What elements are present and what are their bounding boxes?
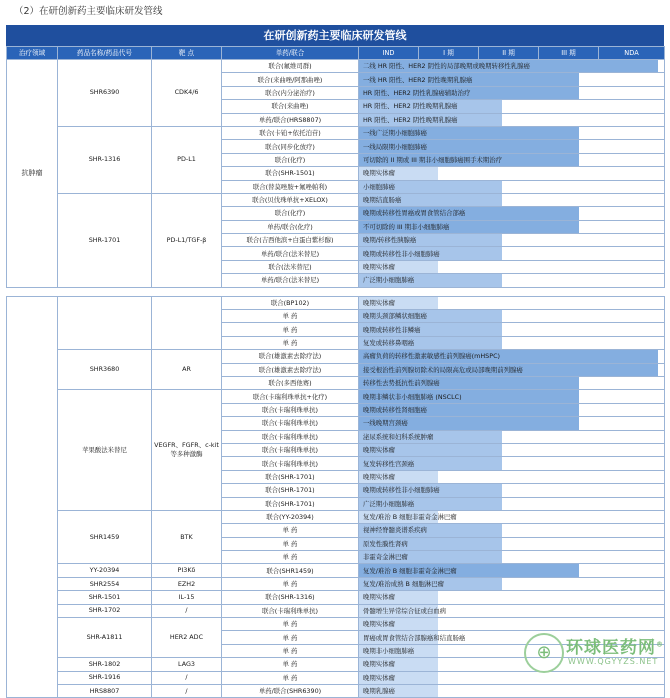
- regimen-cell: 联合(YY-20394): [222, 510, 359, 523]
- target-cell: LAG3: [152, 658, 222, 671]
- drug-name-cell: SHR-1916: [58, 671, 152, 684]
- indication-label: 接受根治性前列腺切除术的局限高危或局部晚期前列腺癌: [363, 365, 523, 374]
- target-cell: /: [152, 671, 222, 684]
- stage-bar-cell: [359, 247, 665, 260]
- regimen-cell: 单 药: [222, 310, 359, 323]
- regimen-cell: 联合(同步化放疗): [222, 140, 359, 153]
- regimen-cell: 单药/联合(法米替尼): [222, 247, 359, 260]
- regimen-cell: 联合(来曲唑/阿那曲唑): [222, 73, 359, 86]
- stage-bar-cell: [359, 323, 665, 336]
- indication-label: 晚期实体瘤: [363, 298, 395, 307]
- table-row: [7, 591, 665, 604]
- indication-label: 广泛期小细胞肺癌: [363, 276, 415, 285]
- stage-bar-cell: [359, 443, 665, 456]
- regimen-cell: 联合(卡瑞利珠单抗): [222, 443, 359, 456]
- regimen-cell: 单 药: [222, 631, 359, 644]
- section-caption: （2）在研创新药主要临床研发管线: [14, 6, 163, 17]
- header-drug: 药品名称/药品代号: [58, 47, 152, 60]
- indication-label: 晚期实体瘤: [363, 593, 395, 602]
- regimen-cell: 联合(卡铂+依托泊苷): [222, 126, 359, 139]
- regimen-cell: 联合(卡瑞利珠单抗): [222, 417, 359, 430]
- header-ind: IND: [359, 47, 419, 60]
- therapy-area-cell: 抗肿瘤: [7, 60, 58, 288]
- header-nda: NDA: [599, 47, 665, 60]
- table-row: [7, 510, 665, 523]
- drug-name-cell: SHR-1501: [58, 591, 152, 604]
- regimen-cell: 联合(内分泌治疗): [222, 86, 359, 99]
- indication-label: 非霍奇金淋巴瘤: [363, 553, 408, 562]
- header-area: 治疗领域: [7, 47, 58, 60]
- stage-bar-cell: [359, 684, 665, 697]
- indication-label: 一线晚期宫颈癌: [363, 419, 408, 428]
- indication-label: 小细胞肺癌: [363, 182, 395, 191]
- stage-bar-cell: [359, 577, 665, 590]
- regimen-cell: 单 药: [222, 323, 359, 336]
- target-cell: PD-L1: [152, 126, 222, 193]
- indication-label: 广泛期小细胞肺癌: [363, 499, 415, 508]
- watermark-url: WWW.QGYYZS.NET: [568, 657, 659, 666]
- indication-label: 晚期非小细胞肺癌: [363, 646, 415, 655]
- target-cell: HER2 ADC: [152, 618, 222, 658]
- group-separator: [7, 287, 665, 296]
- stage-bar-cell: [359, 403, 665, 416]
- stage-bar-cell: [359, 618, 665, 631]
- indication-label: 二线 HR 阳性、HER2 阴性的局部晚期或晚期转移性乳腺癌: [363, 62, 530, 71]
- indication-label: 晚期/转移性胰腺癌: [363, 236, 417, 245]
- watermark-name: [566, 633, 664, 658]
- stage-bar-cell: [359, 180, 665, 193]
- target-cell: AR: [152, 350, 222, 390]
- stage-bar-cell: [359, 497, 665, 510]
- indication-label: 泌尿系统和妇科系统肿瘤: [363, 432, 434, 441]
- target-cell: PI3Kδ: [152, 564, 222, 577]
- stage-bar-cell: [359, 430, 665, 443]
- drug-name-cell: SHR-1702: [58, 604, 152, 617]
- regimen-cell: 单 药: [222, 577, 359, 590]
- table-row: [7, 604, 665, 617]
- stage-bar-cell: [359, 363, 665, 376]
- stage-bar-cell: [359, 73, 665, 86]
- indication-label: 晚期或转移性胃癌或胃食管结合部癌: [363, 209, 466, 218]
- target-cell: /: [152, 684, 222, 697]
- indication-label: 晚期实体瘤: [363, 169, 395, 178]
- stage-bar-cell: [359, 220, 665, 233]
- stage-bar-cell: [359, 260, 665, 273]
- regimen-cell: 联合(多西他赛): [222, 376, 359, 389]
- regimen-cell: 单 药: [222, 658, 359, 671]
- regimen-cell: 联合(SHR-1701): [222, 497, 359, 510]
- header-phase2: II 期: [479, 47, 539, 60]
- regimen-cell: 单药/联合(法米替尼): [222, 274, 359, 287]
- drug-name-cell: SHR1459: [58, 510, 152, 564]
- drug-name-cell: HRS8807: [58, 684, 152, 697]
- stage-bar-cell: [359, 100, 665, 113]
- header-row: [7, 47, 665, 60]
- stage-bar-cell: [359, 60, 665, 73]
- indication-label: 复发/难治 B 细胞非霍奇金淋巴瘤: [363, 513, 457, 522]
- indication-label: 晚期或转移性非小细胞肺癌: [363, 249, 440, 258]
- header-target: 靶 点: [152, 47, 222, 60]
- indication-label: 晚期乳腺癌: [363, 687, 395, 696]
- watermark-name-text: 环球医药网: [566, 638, 656, 658]
- regimen-cell: 单 药: [222, 524, 359, 537]
- indication-label: 不可切除的 III 期非小细胞肺癌: [363, 222, 450, 231]
- stage-bar-cell: [359, 390, 665, 403]
- regimen-cell: 联合(化疗): [222, 207, 359, 220]
- regimen-cell: 联合(卡瑞利珠单抗): [222, 430, 359, 443]
- pipeline-panel: [6, 25, 664, 698]
- target-cell: IL-15: [152, 591, 222, 604]
- indication-label: 晚期或转移性非小细胞肺癌: [363, 486, 440, 495]
- indication-label: 晚期实体瘤: [363, 446, 395, 455]
- pipeline-title: 在研创新药主要临床研发管线: [6, 25, 664, 46]
- indication-label: 晚期头颈部鳞状细胞癌: [363, 312, 427, 321]
- regimen-cell: 联合(SHR-1701): [222, 470, 359, 483]
- header-phase1: I 期: [419, 47, 479, 60]
- indication-label: 晚期或转移性非鳞癌: [363, 325, 421, 334]
- regimen-cell: 联合(氟维司群): [222, 60, 359, 73]
- regimen-cell: 单药/联合(HRS8807): [222, 113, 359, 126]
- regimen-cell: 联合(替莫唑胺+氟唑帕利): [222, 180, 359, 193]
- indication-label: 复发转移性宫颈癌: [363, 459, 415, 468]
- stage-bar-cell: [359, 113, 665, 126]
- header-phase3: III 期: [539, 47, 599, 60]
- stage-bar-cell: [359, 376, 665, 389]
- drug-name-cell: SHR-1701: [58, 193, 152, 287]
- stage-bar-cell: [359, 310, 665, 323]
- drug-name-cell: [58, 296, 152, 350]
- indication-label: 一线 HR 阳性、HER2 阴性晚期乳腺癌: [363, 75, 473, 84]
- regimen-cell: 单药/联合(SHR6390): [222, 684, 359, 697]
- stage-bar-cell: [359, 167, 665, 180]
- indication-label: 晚期实体瘤: [363, 472, 395, 481]
- table-row: [7, 390, 665, 403]
- regimen-cell: 联合(SHR-1701): [222, 484, 359, 497]
- regimen-cell: 联合(吉西他滨+白蛋白紫杉醇): [222, 234, 359, 247]
- indication-label: HR 阳性、HER2 阴性晚期乳腺癌: [363, 102, 458, 111]
- indication-label: 一线局限期小细胞肺癌: [363, 142, 427, 151]
- indication-label: 可切除的 II 期或 III 期非小细胞肺癌围手术期治疗: [363, 155, 502, 164]
- indication-label: 晚期实体瘤: [363, 263, 395, 272]
- drug-name-cell: SHR2554: [58, 577, 152, 590]
- regimen-cell: 联合(卡瑞利珠单抗): [222, 604, 359, 617]
- indication-label: 原发性膜性肾病: [363, 539, 408, 548]
- table-row: [7, 296, 665, 309]
- regimen-cell: 单 药: [222, 336, 359, 349]
- table-row: [7, 126, 665, 139]
- regimen-cell: 联合(卡瑞利珠单抗): [222, 403, 359, 416]
- indication-label: 视神经脊髓炎谱系疾病: [363, 526, 427, 535]
- stage-bar-cell: [359, 207, 665, 220]
- target-cell: EZH2: [152, 577, 222, 590]
- regimen-cell: 单 药: [222, 537, 359, 550]
- stage-bar-cell: [359, 510, 665, 523]
- stage-bar-cell: [359, 336, 665, 349]
- target-cell: BTK: [152, 510, 222, 564]
- pipeline-body: [7, 60, 665, 698]
- regimen-cell: 联合(BP102): [222, 296, 359, 309]
- therapy-area-cell: [7, 296, 58, 698]
- indication-label: 复发/难治成熟 B 细胞淋巴瘤: [363, 580, 444, 589]
- regimen-cell: 联合(化疗): [222, 153, 359, 166]
- target-cell: VEGFR、FGFR、c-kit 等多种激酶: [152, 390, 222, 511]
- regimen-cell: 单 药: [222, 671, 359, 684]
- indication-label: 晚期结直肠癌: [363, 196, 402, 205]
- indication-label: 晚期或转移性肾细胞癌: [363, 405, 427, 414]
- indication-label: 晚期非鳞状非小细胞肺癌 (NSCLC): [363, 392, 462, 401]
- target-cell: CDK4/6: [152, 60, 222, 127]
- stage-bar-cell: [359, 470, 665, 483]
- indication-label: 高瘤负荷的转移性激素敏感性前列腺癌(mHSPC): [363, 352, 501, 361]
- table-row: [7, 193, 665, 206]
- indication-label: 晚期实体瘤: [363, 660, 395, 669]
- indication-label: 复发或转移鼻咽癌: [363, 339, 415, 347]
- indication-label: 转移性去势抵抗性前列腺癌: [363, 379, 440, 388]
- regimen-cell: 联合(卡瑞利珠单抗+化疗): [222, 390, 359, 403]
- indication-label: 一线广泛期小细胞肺癌: [363, 129, 427, 138]
- target-cell: /: [152, 604, 222, 617]
- regimen-cell: 联合(SHR1459): [222, 564, 359, 577]
- target-cell: PD-L1/TGF-β: [152, 193, 222, 287]
- indication-label: 晚期实体瘤: [363, 620, 395, 629]
- stage-bar-cell: [359, 551, 665, 564]
- drug-name-cell: YY-20394: [58, 564, 152, 577]
- drug-name-cell: SHR-1316: [58, 126, 152, 193]
- table-row: [7, 60, 665, 73]
- regimen-cell: 单 药: [222, 618, 359, 631]
- drug-name-cell: SHR3680: [58, 350, 152, 390]
- regimen-cell: 联合(SHR-1316): [222, 591, 359, 604]
- table-row: [7, 350, 665, 363]
- regimen-cell: 联合(来曲唑): [222, 100, 359, 113]
- stage-bar-cell: [359, 126, 665, 139]
- regimen-cell: 单药/联合(化疗): [222, 220, 359, 233]
- regimen-cell: 联合(卡瑞利珠单抗): [222, 457, 359, 470]
- drug-name-cell: SHR-A1811: [58, 618, 152, 658]
- stage-bar-cell: [359, 140, 665, 153]
- stage-bar-cell: [359, 484, 665, 497]
- drug-name-cell: SHR6390: [58, 60, 152, 127]
- regimen-cell: 联合(法米替尼): [222, 260, 359, 273]
- stage-bar-cell: [359, 457, 665, 470]
- indication-label: HR 阳性、HER2 阴性晚期乳腺癌: [363, 115, 458, 124]
- target-cell: [152, 296, 222, 350]
- table-row: [7, 564, 665, 577]
- regimen-cell: 单 药: [222, 551, 359, 564]
- indication-label: HR 阳性、HER2 阴性乳腺癌辅助治疗: [363, 88, 471, 97]
- regimen-cell: 联合(贝伐珠单抗+XELOX): [222, 193, 359, 206]
- stage-bar-cell: [359, 86, 665, 99]
- separator-cell: [7, 287, 665, 296]
- watermark: [524, 631, 664, 677]
- stage-bar-cell: [359, 234, 665, 247]
- indication-label: 胃癌或胃食管结合部腺癌和结直肠癌: [363, 633, 466, 642]
- stage-bar-cell: [359, 417, 665, 430]
- regimen-cell: 联合(SHR-1501): [222, 167, 359, 180]
- stage-bar-cell: [359, 350, 665, 363]
- stage-bar-cell: [359, 296, 665, 309]
- table-row: [7, 618, 665, 631]
- regimen-cell: 单 药: [222, 644, 359, 657]
- stage-bar-cell: [359, 604, 665, 617]
- stage-bar-cell: [359, 193, 665, 206]
- stage-bar-cell: [359, 564, 665, 577]
- pipeline-table: [6, 46, 665, 698]
- regimen-cell: 联合(雄激素去除疗法): [222, 350, 359, 363]
- drug-name-cell: 苹果酸法米替尼: [58, 390, 152, 511]
- stage-bar-cell: [359, 591, 665, 604]
- regimen-cell: 联合(雄激素去除疗法): [222, 363, 359, 376]
- table-row: [7, 684, 665, 697]
- indication-label: 晚期实体瘤: [363, 673, 395, 682]
- indication-label: 复发/难治 B 细胞非霍奇金淋巴瘤: [363, 566, 457, 575]
- stage-bar-cell: [359, 524, 665, 537]
- stage-bar-cell: [359, 537, 665, 550]
- header-regimen: 单药/联合: [222, 47, 359, 60]
- stage-bar-cell: [359, 274, 665, 287]
- watermark-logo-icon: ⊕: [524, 633, 564, 673]
- watermark-reg: ®: [656, 640, 664, 649]
- indication-label: 骨髓增生异常综合征或白血病: [363, 606, 447, 615]
- drug-name-cell: SHR-1802: [58, 658, 152, 671]
- table-row: [7, 577, 665, 590]
- stage-bar-cell: [359, 153, 665, 166]
